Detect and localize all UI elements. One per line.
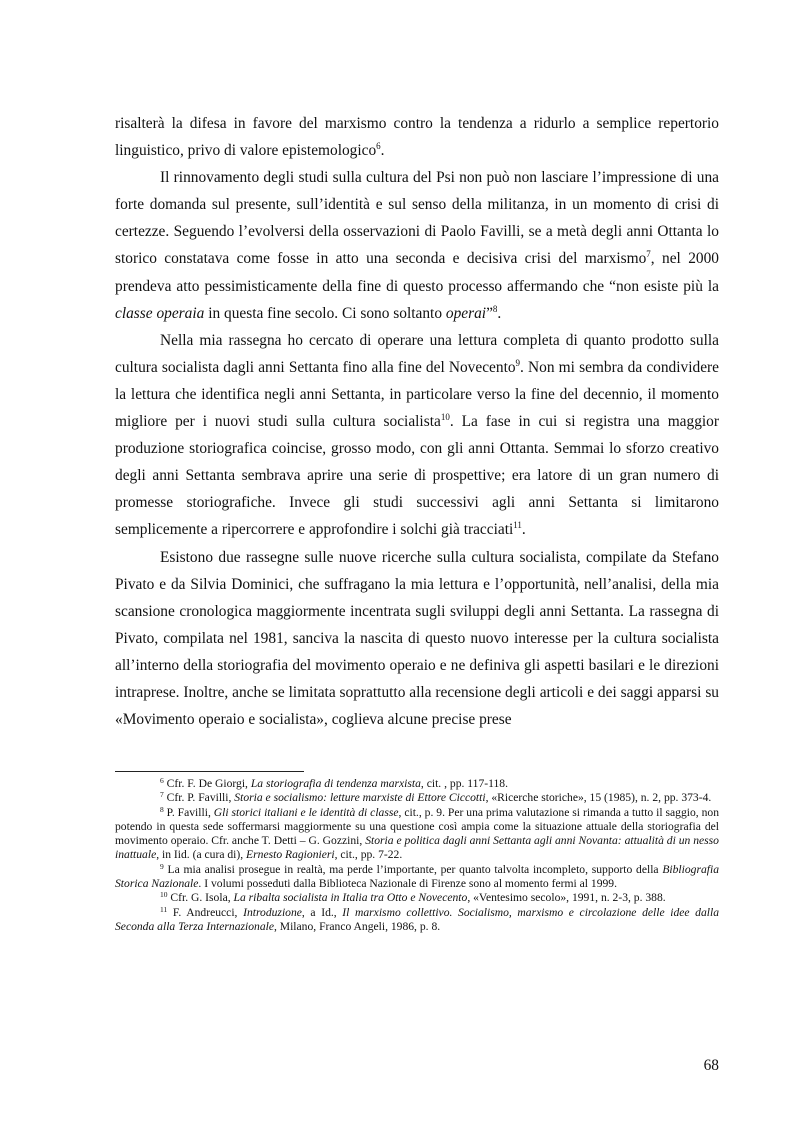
footnote-number: 10: [160, 890, 168, 900]
text-run: , in Iid. (a cura di),: [156, 848, 247, 862]
footnote: [115, 863, 719, 892]
italic-text: Introduzione: [243, 905, 302, 919]
text-run: ”: [486, 304, 493, 322]
italic-text: La storiografia di tendenza marxista: [250, 777, 421, 790]
text-run: .: [521, 521, 526, 539]
text-run: , nel 2000 prendeva atto pessimisticamente della fine di questo processo affermando che “non esiste più la: [115, 250, 719, 295]
italic-text: Bibliografia Storica Nazionale: [115, 862, 719, 891]
text-run: risalterà la difesa in favore del marxismo contro la tendenza a ridurlo a semplice repertorio linguistico, privo di valore epistemologico: [115, 115, 719, 160]
italic-text: operai: [445, 304, 487, 322]
footnote-number: 9: [160, 861, 164, 871]
text-run: .: [497, 304, 502, 322]
italic-text: classe operaia: [115, 304, 205, 322]
text-run: , «Ricerche storiche», 15 (1985), n. 2, pp. 373-4.: [485, 791, 712, 805]
italic-text: Gli storici italiani e le identità di classe: [213, 805, 399, 819]
footnote-number: 11: [160, 904, 168, 914]
text-run: , «Ventesimo secolo», 1991, n. 2-3, p. 388.: [467, 891, 666, 905]
footnote-separator: [115, 771, 304, 772]
text-run: , cit., pp. 7-22.: [334, 848, 403, 862]
italic-text: La ribalta socialista in Italia tra Otto e Novecento: [233, 891, 468, 905]
text-run: , cit. , pp. 117-118.: [420, 777, 508, 790]
paragraph: [115, 164, 719, 327]
footnote-reference: 7: [646, 249, 651, 260]
footnote-number: 8: [160, 804, 164, 814]
text-run: . La fase in cui si registra una maggior produzione storiografica coincise, grosso modo, con gli anni Ottanta. Semmai lo sforzo creativo degli anni Settanta sembrava aprire una serie di prospettive; era latore di un gran numero di promesse storiografiche. Invece gli studi successivi agli anni Settanta si limitarono semplicemente a ripercorrere e approfondire i solchi già tracciati: [115, 413, 719, 539]
text-run: Cfr. F. De Giorgi,: [163, 777, 251, 790]
page-number: 68: [703, 1057, 719, 1074]
text-run: .: [380, 142, 385, 160]
paragraph: [115, 327, 719, 544]
text-run: La mia analisi prosegue in realtà, ma perde l’importante, per quanto talvolta incompleto, supporto della: [163, 862, 663, 876]
footnote: [115, 791, 719, 805]
text-run: . Non mi sembra da condividere la lettura che identifica negli anni Settanta, in particolare verso la fine del decennio, il momento migliore per i nuovi studi sulla cultura socialista: [115, 358, 719, 431]
footnote-number: 7: [160, 790, 164, 800]
footnote: [115, 906, 719, 935]
italic-text: Storia e socialismo: letture marxiste di Ettore Ciccotti: [234, 791, 486, 805]
text-run: Cfr. P. Favilli,: [163, 791, 235, 805]
text-run: Cfr. G. Isola,: [167, 891, 234, 905]
text-run: in questa fine secolo. Ci sono soltanto: [204, 304, 446, 322]
paragraph: [115, 544, 719, 734]
text-run: Nella mia rassegna ho cercato di operare una lettura completa di quanto prodotto sulla cultura socialista dagli anni Settanta fino alla fine del Novecento: [115, 331, 719, 376]
body-text: [115, 110, 719, 733]
text-run: , a Id.,: [301, 905, 343, 919]
italic-text: Il marxismo collettivo. Socialismo, marxismo e circolazione delle idee dalla Seconda alla Terza Internazionale: [115, 905, 719, 933]
footnotes: [115, 777, 719, 934]
text-run: , cit., p. 9. Per una prima valutazione si rimanda a tutto il saggio, non potendo in questa sede soffermarsi maggiormente su una questione così ampia come la situazione attuale della storiografia del movimento operaio. Cfr. anche T. Detti – G. Gozzini,: [115, 805, 719, 848]
text-run: . I volumi posseduti dalla Biblioteca Nazionale di Firenze sono al momento fermi al 1999.: [198, 877, 617, 891]
italic-text: Ernesto Ragionieri: [246, 848, 335, 862]
footnote: [115, 777, 719, 791]
footnote-number: 6: [160, 776, 164, 785]
footnote-reference: 11: [513, 520, 522, 531]
text-run: , Milano, Franco Angeli, 1986, p. 8.: [273, 919, 441, 933]
text-run: P. Favilli,: [163, 805, 214, 819]
text-run: F. Andreucci,: [167, 905, 244, 919]
footnote-reference: 6: [376, 141, 381, 152]
footnote-reference: 8: [492, 303, 498, 314]
footnote-reference: 10: [440, 412, 450, 423]
text-run: Esistono due rassegne sulle nuove ricerche sulla cultura socialista, compilate da Stefano Pivato e da Silvia Dominici, che suffragano la mia lettura e l’opportunità, nell’analisi, della mia scansione cronologica maggiormente incentrata sugli sviluppi degli anni Settanta. La rassegna di Pivato, compilata nel 1981, sanciva la nascita di questo nuovo interesse per la cultura socialista all’interno della storiografia del movimento operaio e ne definiva gli aspetti basilari e le direzioni intraprese. Inoltre, anche se limitata soprattutto alla recensione degli articoli e dei saggi apparsi su «Movimento operaio e socialista», coglieva alcune precise prese: [115, 548, 719, 729]
footnote: [115, 806, 719, 863]
paragraph: [115, 110, 719, 164]
footnote-reference: 9: [515, 357, 521, 368]
text-run: Il rinnovamento degli studi sulla cultura del Psi non può non lasciare l’impressione di una forte domanda sul presente, sull’identità e sul senso della militanza, in un momento di crisi di certezze. Seguendo l’evolversi della osservazioni di Paolo Favilli, se a metà degli anni Ottanta lo storico constatava come fosse in atto una seconda e decisiva crisi del marxismo: [115, 169, 719, 268]
footnote: [115, 891, 719, 905]
italic-text: Storia e politica dagli anni Settanta agli anni Novanta: attualità di un nesso inattuale: [115, 834, 719, 862]
